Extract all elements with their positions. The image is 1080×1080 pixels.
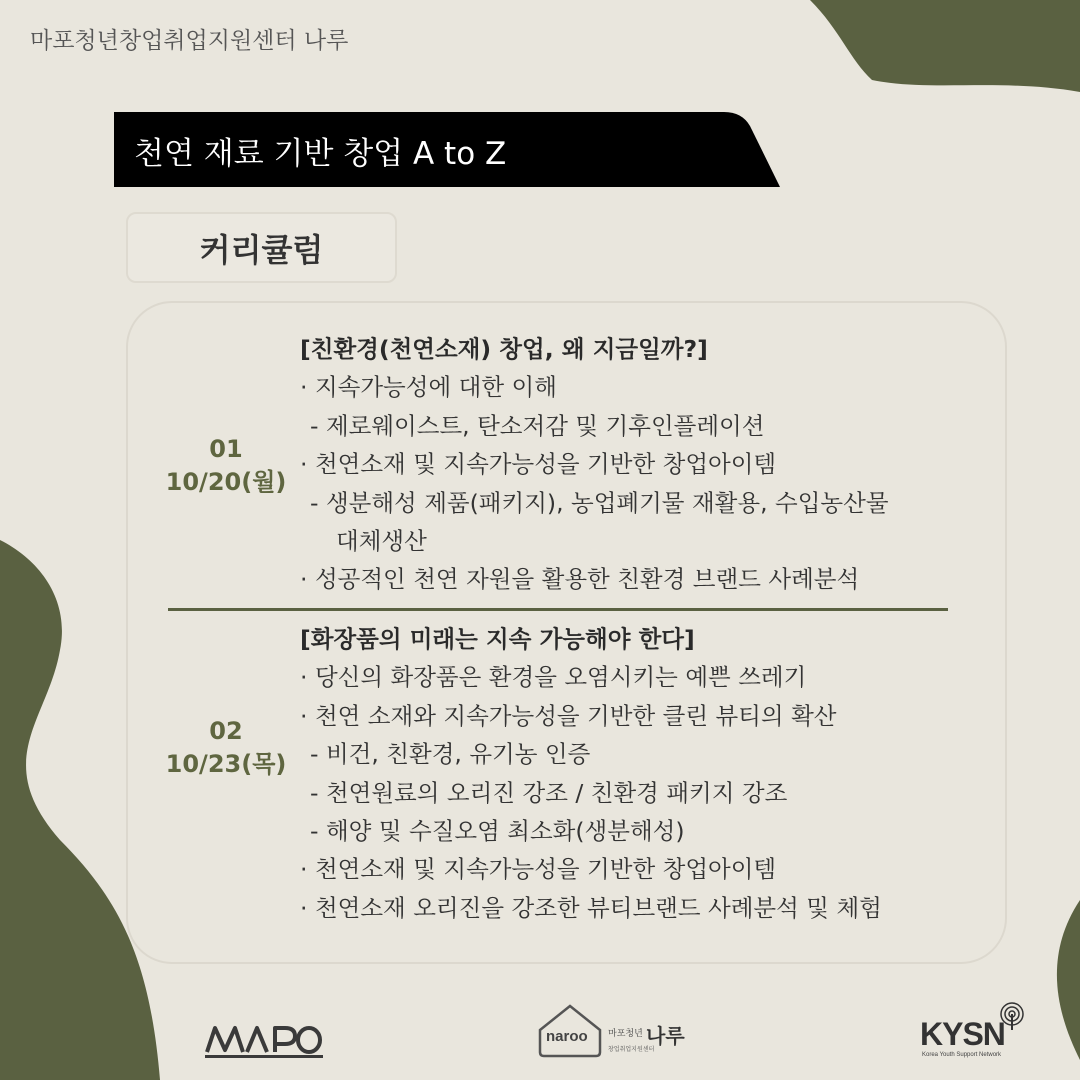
list-item: · 지속가능성에 대한 이해 bbox=[300, 373, 557, 402]
list-item: - 비건, 친환경, 유기농 인증 bbox=[310, 740, 591, 769]
naroo-logo bbox=[534, 1002, 694, 1062]
list-item: · 천연소재 오리진을 강조한 뷰티브랜드 사례분석 및 체험 bbox=[300, 893, 882, 922]
list-item: - 제로웨이스트, 탄소저감 및 기후인플레이션 bbox=[310, 411, 765, 440]
session-1-label bbox=[146, 433, 306, 499]
list-item: 대체생산 bbox=[336, 526, 427, 555]
session-2-content bbox=[300, 620, 882, 927]
kysn-tagline: Korea Youth Support Network bbox=[922, 1052, 1002, 1058]
curriculum-tag: 커리큘럼 bbox=[126, 212, 397, 283]
naroo-small-line1: 마포청년 bbox=[608, 1029, 643, 1039]
page-title: 천연 재료 기반 창업 A to Z bbox=[134, 136, 507, 172]
kysn-brand: KYSN bbox=[920, 1016, 1005, 1052]
session-1-number: 01 bbox=[209, 435, 243, 463]
session-divider bbox=[168, 608, 948, 611]
session-1-heading: [친환경(천연소재) 창업, 왜 지금일까?] bbox=[300, 335, 708, 363]
list-item: - 천연원료의 오리진 강조 / 친환경 패키지 강조 bbox=[310, 778, 788, 807]
top-right-olive-blob bbox=[810, 0, 1080, 92]
list-item: · 천연소재 및 지속가능성을 기반한 창업아이템 bbox=[300, 450, 777, 479]
list-item: · 당신의 화장품은 환경을 오염시키는 예쁜 쓰레기 bbox=[300, 663, 807, 692]
session-1-date: 10/20(월) bbox=[165, 468, 287, 496]
list-item: - 해양 및 수질오염 최소화(생분해성) bbox=[310, 816, 685, 845]
list-item: - 생분해성 제품(패키지), 농업폐기물 재활용, 수입농산물 bbox=[310, 488, 889, 517]
session-2-label bbox=[146, 715, 306, 781]
list-item: · 천연소재 및 지속가능성을 기반한 창업아이템 bbox=[300, 855, 777, 884]
title-bar bbox=[114, 112, 780, 187]
naroo-small-line2: 창업취업지원센터 bbox=[608, 1046, 655, 1053]
session-2-date: 10/23(목) bbox=[165, 750, 287, 778]
list-item: · 성공적인 천연 자원을 활용한 친환경 브랜드 사례분석 bbox=[300, 565, 860, 594]
bottom-right-olive-blob bbox=[1057, 900, 1080, 1060]
session-1-content bbox=[300, 330, 889, 599]
kysn-logo bbox=[918, 1000, 1048, 1062]
list-item: · 천연 소재와 지속가능성을 기반한 클린 뷰티의 확산 bbox=[300, 701, 837, 730]
mapo-logo bbox=[205, 1020, 323, 1060]
session-2-heading: [화장품의 미래는 지속 가능해야 한다] bbox=[300, 625, 695, 653]
naroo-brand: naroo bbox=[546, 1028, 588, 1045]
naroo-big-name: 나루 bbox=[646, 1024, 685, 1048]
session-2-number: 02 bbox=[209, 717, 243, 745]
org-header: 마포청년창업취업지원센터 나루 bbox=[30, 28, 349, 54]
